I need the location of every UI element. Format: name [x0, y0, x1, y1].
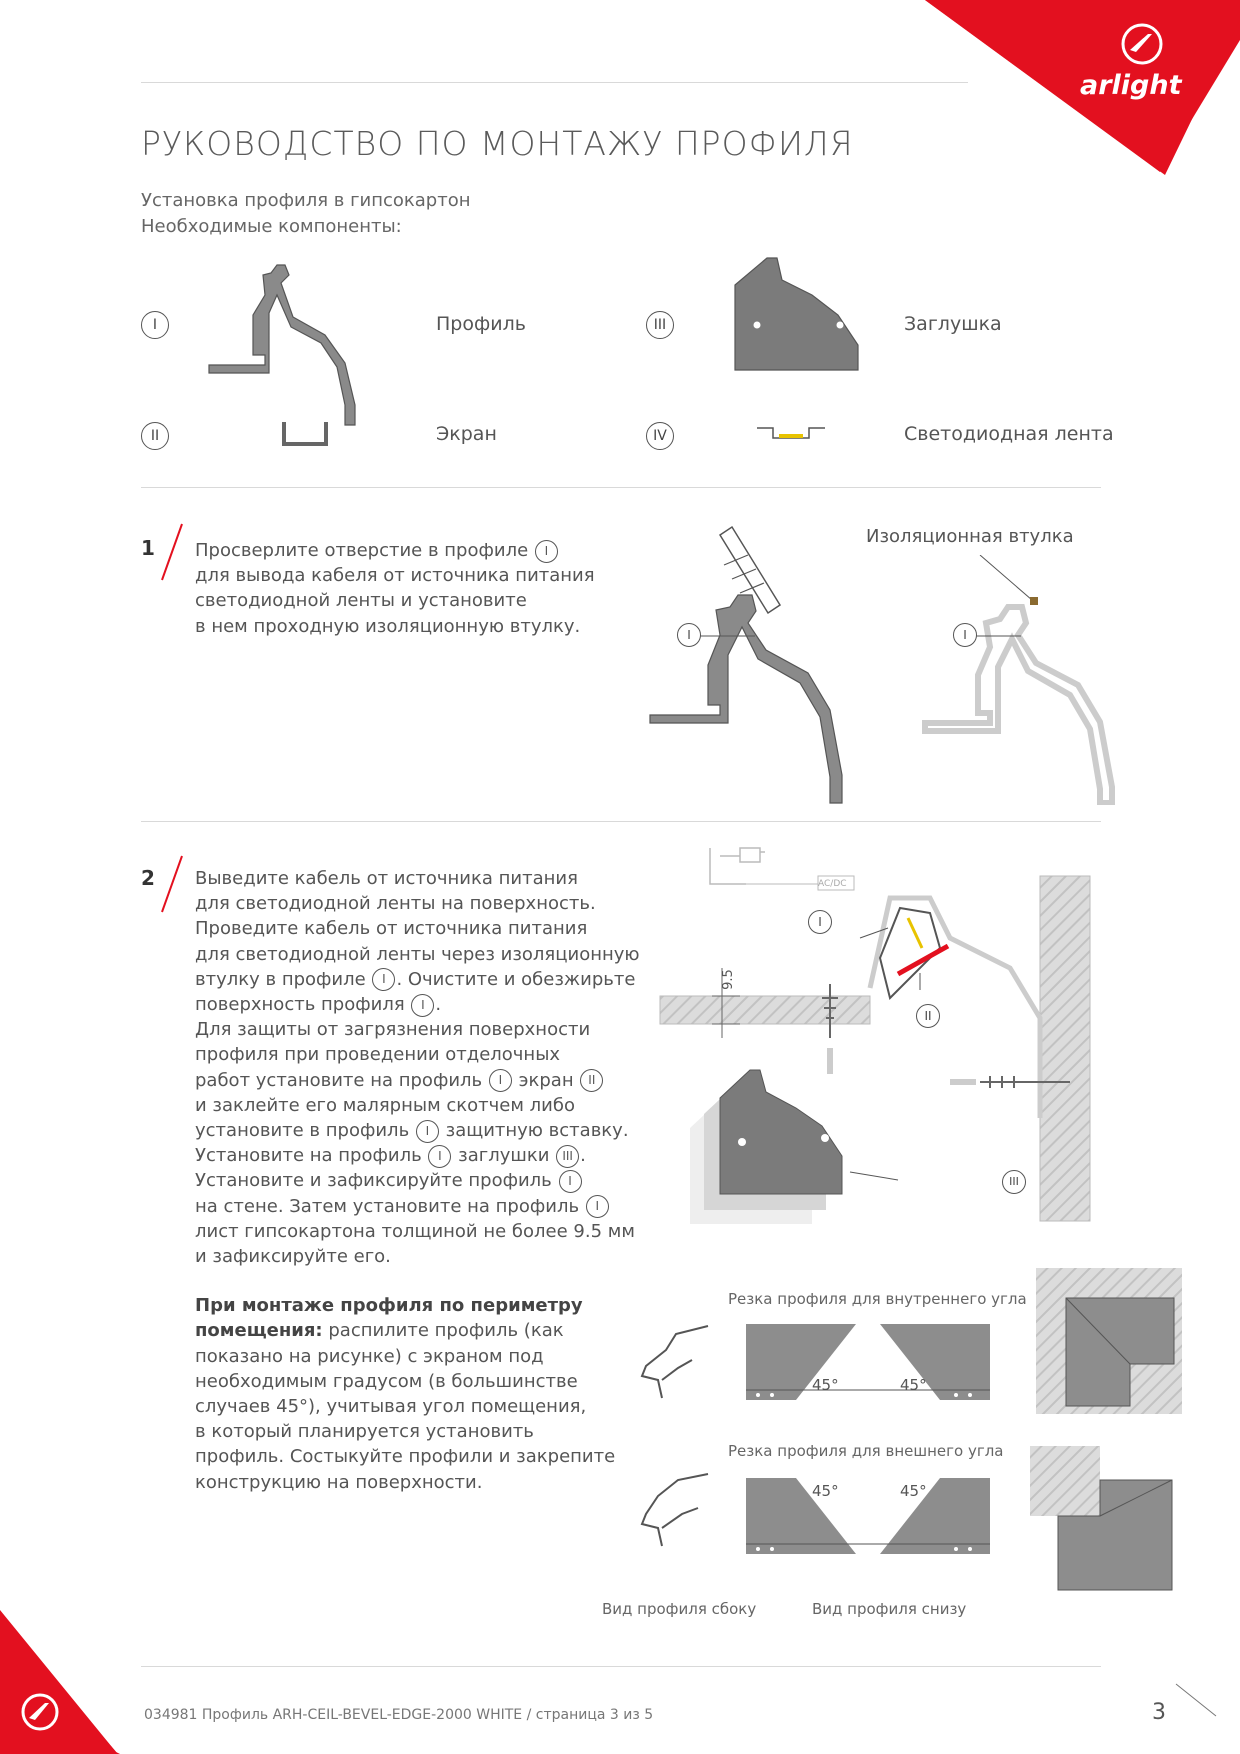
component-num-ii: II: [141, 422, 169, 450]
step-1-line-3: светодиодной ленты и установите: [195, 590, 527, 612]
step-2-line-12: Установите на профиль: [195, 1145, 422, 1167]
side-view-outer-icon: [638, 1468, 714, 1550]
bushing-callout: Изоляционная втулка: [866, 526, 1074, 547]
step-2-line-14: на стене. Затем установите на профиль: [195, 1195, 580, 1217]
component-label-screen: Экран: [436, 423, 497, 445]
rule-after-components: [141, 487, 1101, 488]
step-2-line-6: поверхность профиля: [195, 994, 405, 1016]
ref-ii: II: [580, 1069, 603, 1092]
step-1-bushing-figure: [920, 555, 1180, 805]
fig-ref-ii: II: [916, 1004, 940, 1028]
step-2-line-6b: .: [435, 994, 442, 1016]
step-2-line-7: Для защиты от загрязнения поверхности: [195, 1019, 591, 1041]
cut-inner-caption: Резка профиля для внутреннего угла: [728, 1290, 1027, 1308]
end-cap-drawing: [732, 255, 862, 375]
rule-after-step-1: [141, 821, 1101, 822]
step-2-slash: [158, 854, 186, 914]
page-title: РУКОВОДСТВО ПО МОНТАЖУ ПРОФИЛЯ: [141, 124, 854, 163]
perimeter-line-3: необходимым градусом (в большинстве: [195, 1370, 578, 1392]
step-1-text: [195, 538, 595, 639]
step-1-number: 1: [141, 536, 155, 560]
inner-corner-cut-diagram: [744, 1320, 994, 1404]
brand-logo-text: arlight: [1080, 70, 1182, 101]
cut-outer-caption: Резка профиля для внешнего угла: [728, 1442, 1004, 1460]
perimeter-heading: При монтаже профиля по периметру: [195, 1295, 583, 1317]
component-num-iv: IV: [646, 422, 674, 450]
fig-ref-i: I: [808, 910, 832, 934]
inner-angle-left: 45°: [812, 1376, 839, 1394]
step-1-leader-b: [976, 630, 1026, 650]
perimeter-line-2: показано на рисунке) с экраном под: [195, 1345, 544, 1367]
outer-corner-top-view: [1028, 1444, 1176, 1594]
step-2-line-5: втулку в профиле: [195, 968, 366, 990]
step-2-line-10: и заклейте его малярным скотчем либо: [195, 1094, 575, 1116]
top-rule: [141, 82, 968, 83]
component-label-cap: Заглушка: [904, 313, 1002, 335]
ref-i: I: [416, 1120, 439, 1143]
footer-text: 034981 Профиль ARH-CEIL-BEVEL-EDGE-2000 WHITE / страница 3 из 5: [144, 1707, 654, 1723]
step-2-line-16: и зафиксируйте его.: [195, 1246, 391, 1268]
step-2-line-3: Проведите кабель от источника питания: [195, 918, 588, 940]
outer-angle-right: 45°: [900, 1482, 927, 1500]
thickness-dimension: 9.5: [720, 969, 736, 990]
step-2-line-4: для светодиодной ленты через изоляционную: [195, 943, 640, 965]
step-2-line-9b: экран: [518, 1069, 574, 1091]
brand-corner-bottom: [0, 1610, 120, 1754]
step-2-line-9: работ установите на профиль: [195, 1069, 483, 1091]
step-1-line-1: Просверлите отверстие в профиле: [195, 540, 529, 561]
side-view-inner-icon: [638, 1320, 714, 1402]
step-1-drill-figure: [640, 525, 930, 805]
step-2-line-13: Установите и зафиксируйте профиль: [195, 1170, 552, 1192]
perimeter-heading-2: помещения:: [195, 1320, 323, 1342]
perimeter-line-4: случаев 45°), учитывая угол помещения,: [195, 1396, 587, 1418]
perimeter-line-5: в который планируется установить: [195, 1421, 534, 1443]
step-2-line-12b: заглушки: [458, 1145, 550, 1167]
step-2-line-11: установите в профиль: [195, 1120, 410, 1142]
bottom-view-caption: Вид профиля снизу: [812, 1600, 967, 1618]
component-num-iii: III: [646, 311, 674, 339]
side-view-caption: Вид профиля сбоку: [602, 1600, 757, 1618]
brand-logo-icon: [1118, 20, 1166, 68]
step-1-line-4: в нем проходную изоляционную втулку.: [195, 615, 581, 637]
step-2-line-15: лист гипсокартона толщиной не более 9.5 мм: [195, 1220, 635, 1242]
ref-i: I: [586, 1195, 609, 1218]
intro-line-1: Установка профиля в гипсокартон: [141, 190, 471, 211]
footer-rule: [141, 1666, 1101, 1667]
step-1-slash: [158, 522, 186, 582]
outer-corner-cut-diagram: [744, 1474, 994, 1558]
fig-ref-iii: III: [1002, 1170, 1026, 1194]
component-num-i: I: [141, 311, 169, 339]
step-2-line-8: профиля при проведении отделочных: [195, 1044, 561, 1066]
acdc-label: AC/DC: [818, 879, 847, 889]
component-label-profile: Профиль: [436, 313, 526, 335]
step-2-line-1: Выведите кабель от источника питания: [195, 868, 578, 889]
led-strip-drawing: [755, 424, 827, 444]
ref-i: I: [489, 1069, 512, 1092]
page-number: 3: [1152, 1700, 1166, 1725]
ref-iii: III: [556, 1145, 579, 1168]
step-2-text: [195, 866, 640, 1495]
ref-profile-i: I: [535, 540, 558, 563]
step-2-line-5b: . Очистите и обезжирьте: [396, 968, 636, 990]
page-number-slash: [1172, 1680, 1222, 1720]
perimeter-line-7: конструкцию на поверхности.: [195, 1471, 483, 1493]
outer-angle-left: 45°: [812, 1482, 839, 1500]
profile-drawing: [205, 255, 405, 430]
inner-corner-top-view: [1034, 1266, 1186, 1416]
component-label-led-strip: Светодиодная лента: [904, 423, 1114, 445]
ref-i: I: [411, 994, 434, 1017]
step-2-number: 2: [141, 866, 155, 890]
ref-i: I: [372, 968, 395, 991]
perimeter-line-1: распилите профиль (как: [322, 1320, 564, 1342]
step-1-leader-a: [700, 630, 760, 650]
ref-i: I: [428, 1145, 451, 1168]
perimeter-line-6: профиль. Состыкуйте профили и закрепите: [195, 1446, 616, 1468]
step-1-fig-ref-b: I: [953, 623, 977, 647]
intro-line-2: Необходимые компоненты:: [141, 216, 402, 237]
inner-angle-right: 45°: [900, 1376, 927, 1394]
step-1-fig-ref-a: I: [677, 623, 701, 647]
installation-figure: [650, 838, 1100, 1258]
screen-drawing: [280, 420, 330, 448]
step-2-line-11b: защитную вставку.: [445, 1120, 629, 1142]
step-2-line-2: для светодиодной ленты на поверхность.: [195, 893, 596, 915]
ref-i: I: [559, 1170, 582, 1193]
step-1-line-2: для вывода кабеля от источника питания: [195, 565, 595, 587]
step-2-line-12c: .: [580, 1145, 586, 1167]
